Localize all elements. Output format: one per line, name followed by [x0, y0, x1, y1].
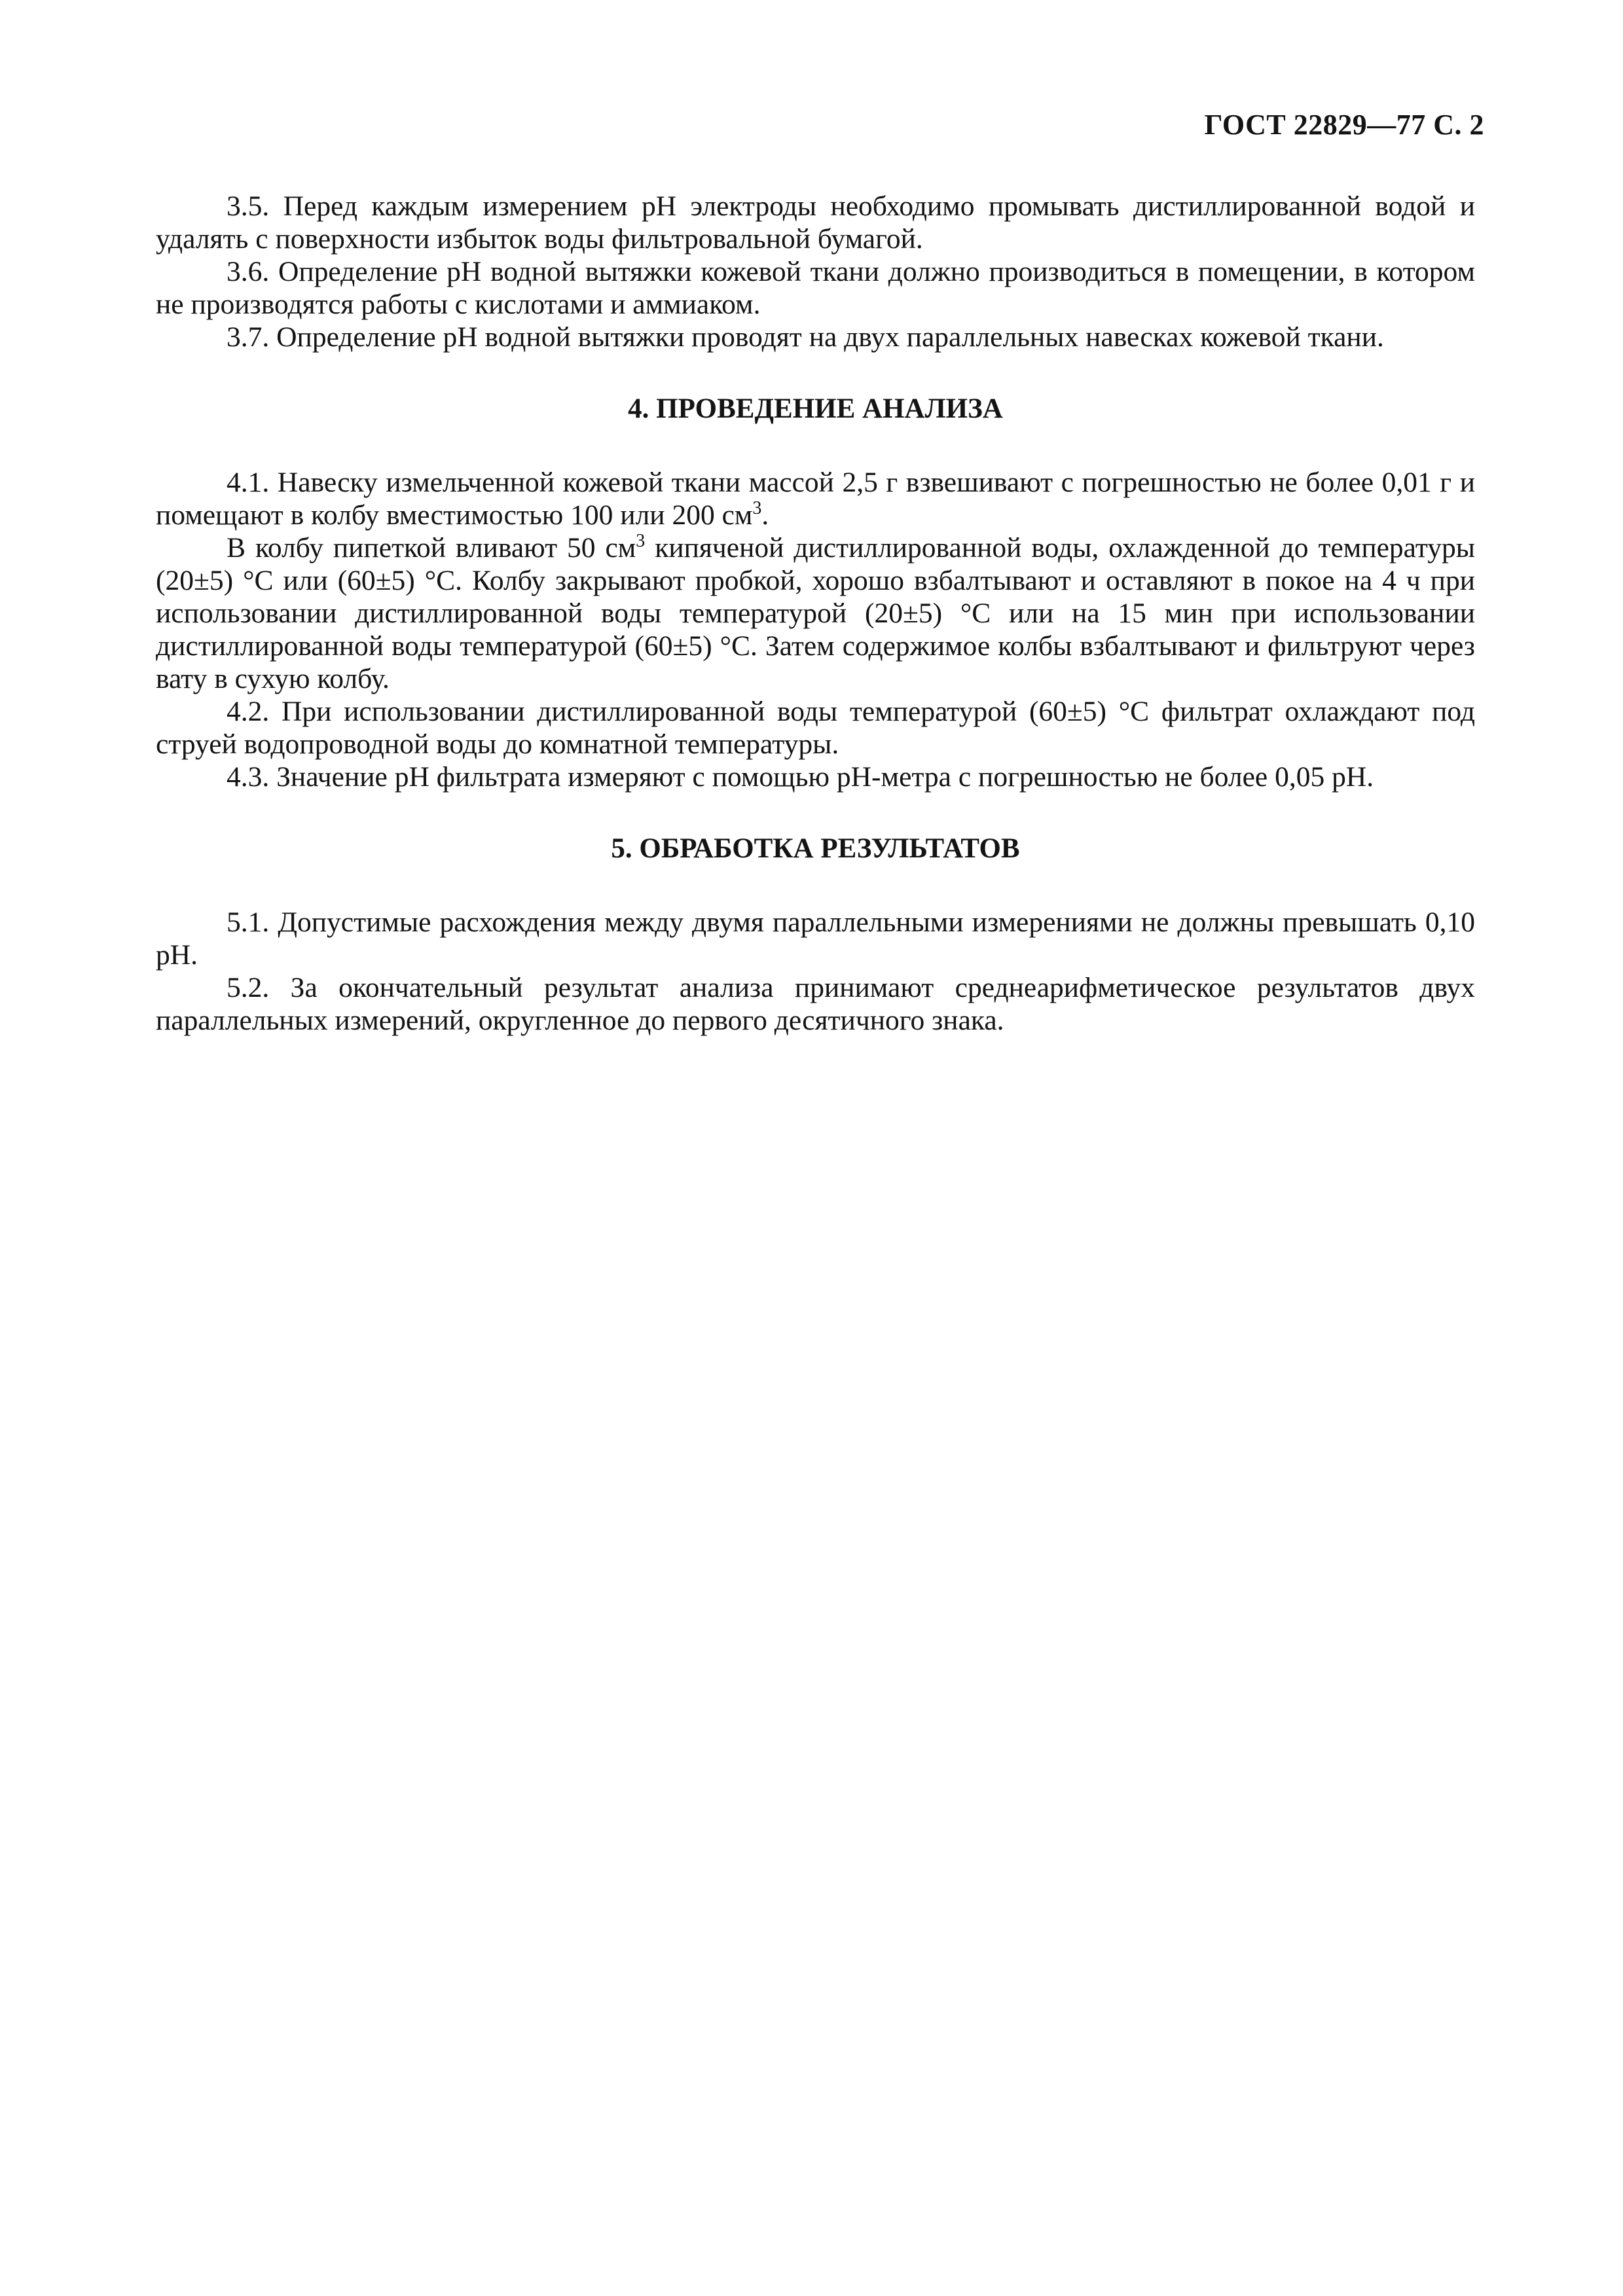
paragraph-4-1-continued-start: В колбу пипеткой вливают 50 см — [227, 532, 636, 564]
paragraph-4-1-continued-rest: кипяченой дистиллированной воды, охлажденной до температуры (20±5) °С или (60±5) °С. Колбу закрывают пробкой, хорошо взбалтывают и оставляют в покое на 4 ч при использовании дистиллированной воды температурой (20±5) °С или на 15 мин при использовании дистиллированной воды температурой (60±5) °С. Затем содержимое колбы взбалтывают и фильтруют через вату в сухую колбу. — [156, 532, 1476, 694]
paragraph-5-2: 5.2. За окончательный результат анализа принимают среднеарифметическое результатов двух параллельных измерений, округленное до первого десятичного знака. — [156, 972, 1475, 1036]
paragraph-4-1-text: 4.1. Навеску измельченной кожевой ткани массой 2,5 г взвешивают с погрешностью не более 0,01 г и помещают в колбу вместимостью 100 или 200 см — [156, 467, 1475, 531]
superscript-cubic: 3 — [636, 531, 646, 551]
page-header: ГОСТ 22829—77 С. 2 — [1204, 109, 1484, 141]
superscript-cubic: 3 — [752, 498, 762, 518]
paragraph-3-6: 3.6. Определение pH водной вытяжки кожевой ткани должно производиться в помещении, в котором не производятся работы с кислотами и аммиаком. — [156, 256, 1475, 320]
paragraph-3-7: 3.7. Определение pH водной вытяжки проводят на двух параллельных навесках кожевой ткани. — [227, 321, 1384, 353]
paragraph-4-1-continued — [156, 531, 1475, 695]
paragraph-4-2: 4.2. При использовании дистиллированной воды температурой (60±5) °С фильтрат охлаждают под струей водопроводной воды до комнатной температуры. — [156, 696, 1475, 760]
section-title-4: 4. ПРОВЕДЕНИЕ АНАЛИЗА — [628, 393, 1003, 424]
paragraph-5-1: 5.1. Допустимые расхождения между двумя параллельными измерениями не должны превышать 0,10 pH. — [156, 906, 1475, 971]
section-title-5: 5. ОБРАБОТКА РЕЗУЛЬТАТОВ — [611, 833, 1020, 864]
paragraph-4-1-end: . — [761, 499, 769, 531]
paragraph-4-1 — [156, 466, 1475, 531]
document-body — [156, 190, 1475, 1037]
paragraph-4-3: 4.3. Значение pH фильтрата измеряют с помощью pH-метра с погрешностью не более 0,05 pH. — [227, 761, 1374, 793]
paragraph-3-5: 3.5. Перед каждым измерением pH электроды необходимо промывать дистиллированной водой и удалять с поверхности избыток воды фильтровальной бумагой. — [156, 190, 1475, 255]
